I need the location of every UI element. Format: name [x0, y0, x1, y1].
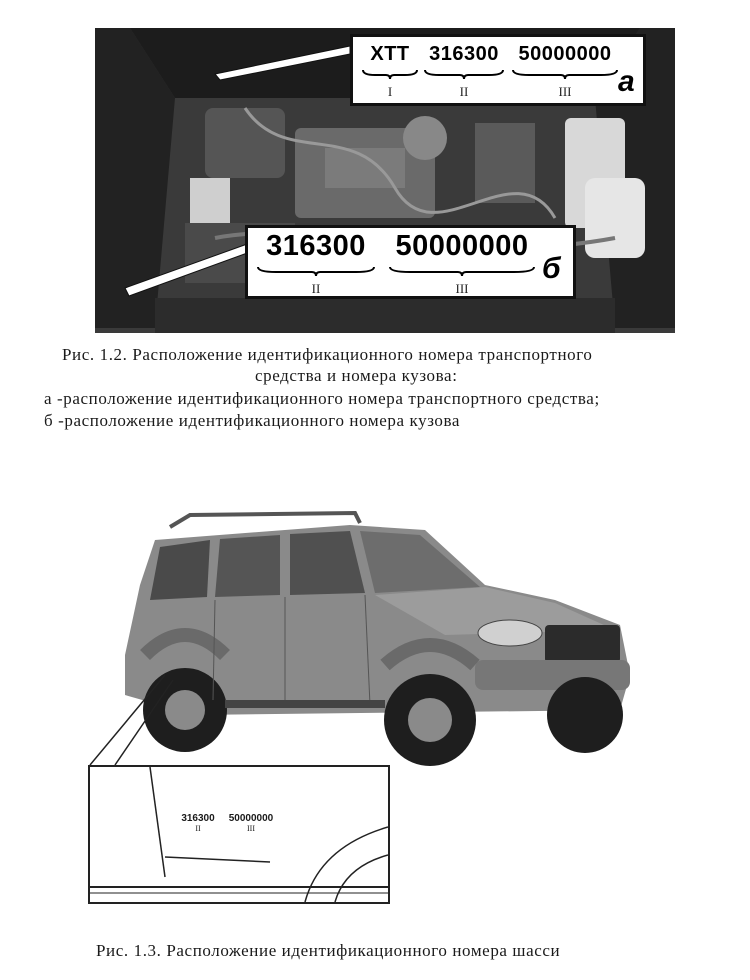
- inset-part-roman: III: [247, 824, 255, 833]
- body-part-2: [388, 230, 536, 297]
- vin-label-a: [350, 34, 646, 106]
- chassis-number-inset: [88, 765, 390, 904]
- vin-part-value: 50000000: [518, 43, 612, 65]
- vin-part-1: [361, 43, 419, 100]
- inset-part-2: [222, 813, 280, 833]
- brace-icon: [511, 69, 619, 79]
- body-part-1: [256, 230, 376, 297]
- suv-icon: [115, 505, 645, 775]
- figure-1-2-caption-line-4: б -расположение идентификационного номера кузова: [44, 411, 461, 430]
- body-number-label-b: [245, 225, 576, 299]
- vin-part-roman: I: [387, 84, 393, 99]
- label-letter: а: [618, 65, 635, 98]
- inset-part-1: [178, 813, 218, 833]
- brace-icon: [256, 266, 376, 276]
- vin-part-roman: III: [558, 84, 572, 99]
- figure-1-2-caption-line-3: а -расположение идентификационного номера транспортного средства;: [44, 389, 600, 408]
- vin-part-value: ХТТ: [370, 43, 410, 65]
- body-part-roman: II: [311, 281, 321, 296]
- label-letter: б: [542, 252, 561, 285]
- brace-icon: [388, 266, 536, 276]
- inset-part-value: 316300: [181, 813, 215, 824]
- body-part-value: 50000000: [395, 230, 529, 262]
- figure-1-3-caption: Рис. 1.3. Расположение идентификационного номера шасси: [96, 941, 561, 960]
- inset-part-roman: II: [195, 824, 201, 833]
- brace-icon: [423, 69, 505, 79]
- vin-part-roman: II: [459, 84, 469, 99]
- inset-pointer-lines: [85, 670, 185, 770]
- inset-frame-drawing: [90, 767, 388, 902]
- body-part-value: 316300: [266, 230, 366, 262]
- figure-1-2-caption-line-2: средства и номера кузова:: [255, 366, 458, 385]
- vin-part-value: 316300: [429, 43, 499, 65]
- inset-part-value: 50000000: [228, 813, 274, 824]
- vin-part-2: [423, 43, 505, 100]
- figure-1-2-caption-line-1: Рис. 1.2. Расположение идентификационного номера транспортного: [62, 345, 593, 364]
- brace-icon: [361, 69, 419, 79]
- suv-illustration: [115, 505, 645, 775]
- vin-part-3: [511, 43, 619, 100]
- body-part-roman: III: [455, 281, 469, 296]
